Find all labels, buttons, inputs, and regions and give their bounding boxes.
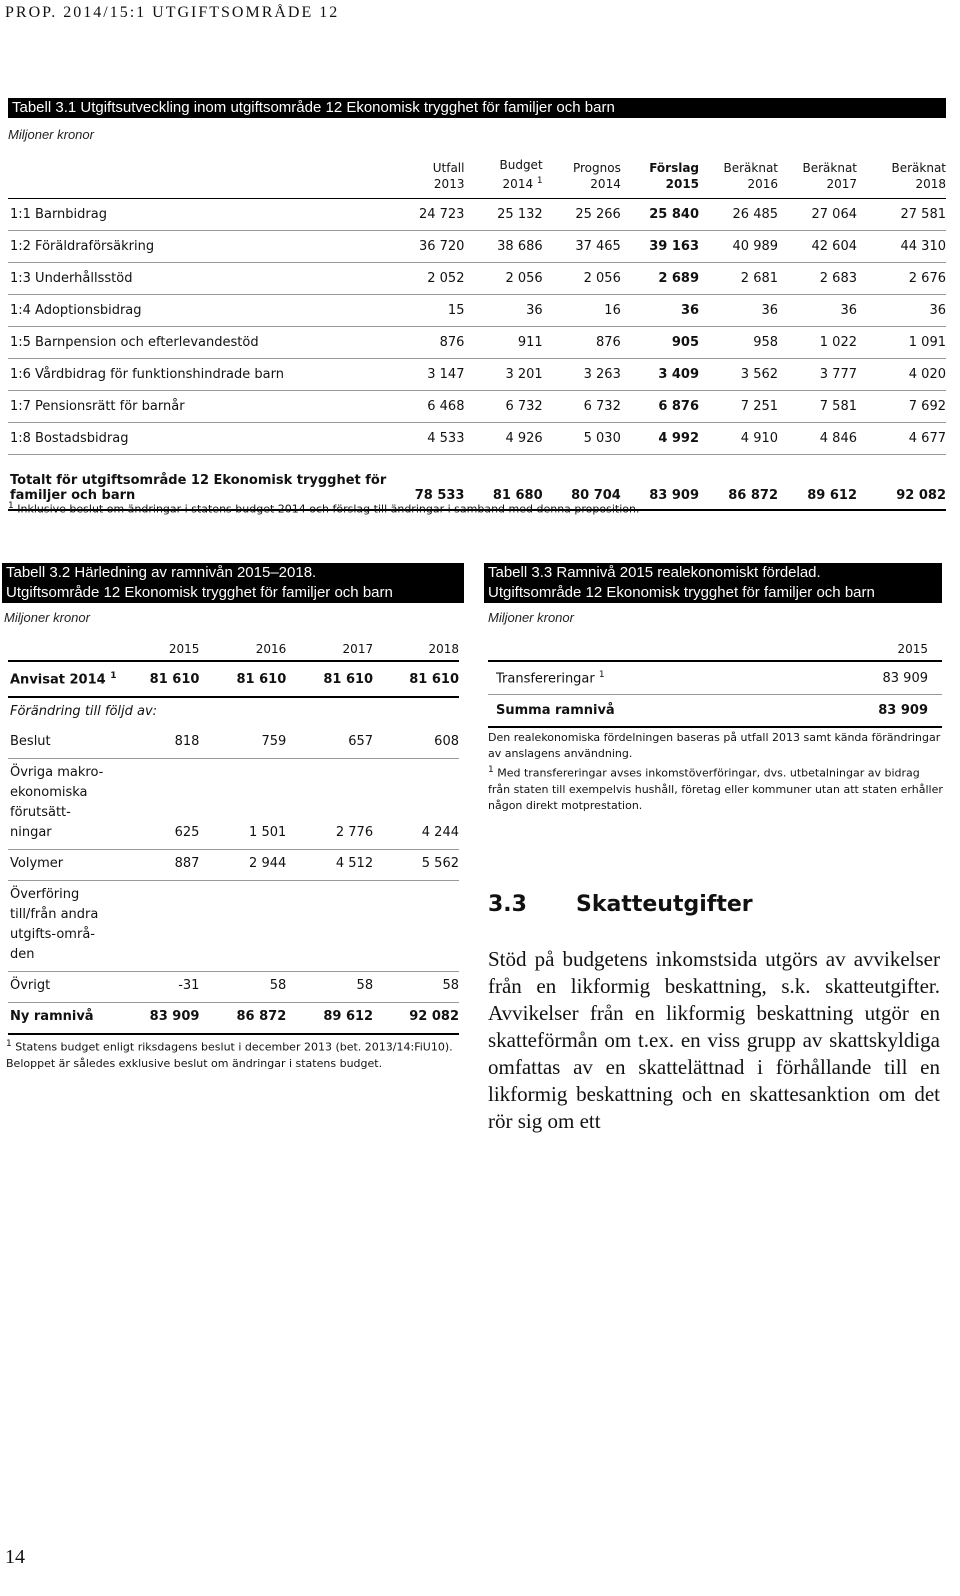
section-number: 3.3: [488, 892, 527, 917]
table-row: Övrigt -31 58 58 58: [8, 972, 459, 1003]
table-row-change-label: Förändring till följd av:: [10, 704, 158, 720]
col-header: Budget 2014 $^1$: [464, 157, 542, 199]
table-cell: 4 926: [464, 423, 542, 455]
table-row-anvisat: Anvisat 2014 $^1$ 81 610 81 610 81 610 81 610: [8, 661, 459, 697]
total-cell: 78 533: [386, 455, 464, 511]
table-row: Överföring till/från andra utgifts-områ- den: [8, 881, 459, 972]
table-3-2-title: Tabell 3.2 Härledning av ramnivån 2015–2018. Utgiftsområde 12 Ekonomisk trygghet för familjer och barn: [2, 563, 464, 603]
table-row: [8, 391, 946, 423]
table-3-3-title: Tabell 3.3 Ramnivå 2015 realekonomiskt fördelad. Utgiftsområde 12 Ekonomisk trygghet för familjer och barn: [484, 563, 942, 603]
table-3-1-unit: Miljoner kronor: [8, 127, 94, 142]
table-row: [8, 359, 946, 391]
table-cell: 3 409: [621, 359, 699, 391]
col-header: Förslag 2015: [621, 157, 699, 199]
table-row-summa: Summa ramnivå 83 909: [488, 695, 942, 728]
table-row: [8, 327, 946, 359]
table-cell: 7 692: [857, 391, 946, 423]
table-cell: 44 310: [857, 231, 946, 263]
table-cell: 3 263: [543, 359, 621, 391]
table-cell: 42 604: [778, 231, 857, 263]
table-3-3-unit: Miljoner kronor: [488, 610, 574, 625]
table-cell: 1 091: [857, 327, 946, 359]
table-row: [8, 199, 946, 231]
year-header: 2015: [116, 638, 199, 661]
table-cell: 36: [464, 295, 542, 327]
table-header-row: [488, 638, 942, 661]
table-cell: 36: [699, 295, 778, 327]
total-cell: 83 909: [621, 455, 699, 511]
table-row: Beslut 818 759 657 608: [8, 728, 459, 759]
row-label: 1:6 Vårdbidrag för funktionshindrade barn: [8, 359, 386, 391]
row-label: 1:5 Barnpension och efterlevandestöd: [8, 327, 386, 359]
table-cell: 4 992: [621, 423, 699, 455]
table-cell: 958: [699, 327, 778, 359]
table-3-2-unit: Miljoner kronor: [4, 610, 90, 625]
year-header: 2018: [373, 638, 459, 661]
table-cell: 6 732: [543, 391, 621, 423]
table-row: [8, 423, 946, 455]
table-cell: 4 910: [699, 423, 778, 455]
table-cell: 4 020: [857, 359, 946, 391]
total-cell: 80 704: [543, 455, 621, 511]
table-cell: 3 562: [699, 359, 778, 391]
table-cell: 4 846: [778, 423, 857, 455]
total-cell: 89 612: [778, 455, 857, 511]
table-3-2-footnote: $^1$ Statens budget enligt riksdagens beslut i december 2013 (bet. 2013/14:FiU10). Beloppet är således exklusive beslut om ändringar i statens budget.: [6, 1039, 453, 1070]
table-cell: 6 468: [386, 391, 464, 423]
year-header: 2017: [286, 638, 373, 661]
table-cell: 2 056: [543, 263, 621, 295]
table-cell: 3 201: [464, 359, 542, 391]
row-label: 1:3 Underhållsstöd: [8, 263, 386, 295]
col-header: Utfall 2013: [386, 157, 464, 199]
table-row: [8, 263, 946, 295]
table-cell: 4 533: [386, 423, 464, 455]
table-cell: 7 581: [778, 391, 857, 423]
table-cell: 6 732: [464, 391, 542, 423]
table-cell: 2 683: [778, 263, 857, 295]
row-label: 1:7 Pensionsrätt för barnår: [8, 391, 386, 423]
table-cell: 27 064: [778, 199, 857, 231]
row-label: 1:1 Barnbidrag: [8, 199, 386, 231]
col-header: Beräknat 2018: [857, 157, 946, 199]
table-cell: 27 581: [857, 199, 946, 231]
table-row: [8, 231, 946, 263]
table-3-3-footnote: Den realekonomiska fördelningen baseras på utfall 2013 samt kända förändringar av anslagens användning. $^1$ Med transfereringar avses inkomstöverföringar, dvs. utbetalningar av bidrag från staten till exempelvis hushåll, företag eller kommuner utan att staten erhåller någon direkt motprestation.: [488, 731, 943, 812]
table-header-row: [8, 638, 459, 661]
table-cell: 25 266: [543, 199, 621, 231]
table-row: Transfereringar $^1$ 83 909: [488, 661, 942, 695]
table-cell: 36: [778, 295, 857, 327]
table-cell: 25 132: [464, 199, 542, 231]
total-cell: 86 872: [699, 455, 778, 511]
row-label: 1:2 Föräldraförsäkring: [8, 231, 386, 263]
col-header: Prognos 2014: [543, 157, 621, 199]
table-3-1-footnote: $^1$ Inklusive beslut om ändringar i statens budget 2014 och förslag till ändringar i samband med denna proposition.: [8, 501, 640, 516]
table-cell: 36: [857, 295, 946, 327]
table-cell: 7 251: [699, 391, 778, 423]
col-header: Beräknat 2016: [699, 157, 778, 199]
table-cell: 2 056: [464, 263, 542, 295]
total-cell: 92 082: [857, 455, 946, 511]
table-cell: 911: [464, 327, 542, 359]
table-cell: 876: [386, 327, 464, 359]
running-header: PROP. 2014/15:1 UTGIFTSOMRÅDE 12: [5, 4, 340, 21]
table-cell: 6 876: [621, 391, 699, 423]
row-label: 1:4 Adoptionsbidrag: [8, 295, 386, 327]
table-3-2: [8, 638, 459, 1035]
table-cell: 16: [543, 295, 621, 327]
table-row-ny-ramniva: Ny ramnivå 83 909 86 872 89 612 92 082: [8, 1003, 459, 1035]
table-cell: 3 147: [386, 359, 464, 391]
table-cell: 36: [621, 295, 699, 327]
table-cell: 40 989: [699, 231, 778, 263]
table-cell: 37 465: [543, 231, 621, 263]
row-label: 1:8 Bostadsbidrag: [8, 423, 386, 455]
table-row: Volymer 887 2 944 4 512 5 562: [8, 850, 459, 881]
table-cell: 39 163: [621, 231, 699, 263]
table-cell: 25 840: [621, 199, 699, 231]
table-cell: 15: [386, 295, 464, 327]
table-cell: 5 030: [543, 423, 621, 455]
page-number: 14: [5, 1546, 25, 1568]
table-cell: 2 052: [386, 263, 464, 295]
table-cell: 876: [543, 327, 621, 359]
col-header: Beräknat 2017: [778, 157, 857, 199]
table-3-3: [488, 638, 942, 728]
table-cell: 3 777: [778, 359, 857, 391]
table-cell: 905: [621, 327, 699, 359]
table-cell: 2 681: [699, 263, 778, 295]
table-header-row: [8, 157, 946, 199]
table-cell: 2 689: [621, 263, 699, 295]
table-cell: 4 677: [857, 423, 946, 455]
table-row: Övriga makro- ekonomiska förutsätt- ningar 625 1 501 2 776 4 244: [8, 759, 459, 850]
table-cell: 24 723: [386, 199, 464, 231]
table-cell: 26 485: [699, 199, 778, 231]
year-header: 2016: [199, 638, 286, 661]
body-text: Stöd på budgetens inkomstsida utgörs av avvikelser från en likformig beskattning, s.k. skatteutgifter. Avvikelser från en likformig beskattning utgör en skatteförmån om t.ex. en viss grupp av skattskyldiga omfattas av en skattelättnad i förhållande till en likformig beskattning och en skattesanktion om det rör sig om ett: [488, 947, 940, 1133]
table-row: [8, 295, 946, 327]
table-cell: 38 686: [464, 231, 542, 263]
table-cell: 36 720: [386, 231, 464, 263]
table-3-1-title: Tabell 3.1 Utgiftsutveckling inom utgiftsområde 12 Ekonomisk trygghet för familjer och barn: [8, 98, 946, 118]
table-3-1: [8, 157, 946, 511]
total-label: Totalt för utgiftsområde 12 Ekonomisk trygghet för familjer och barn: [8, 455, 386, 511]
year-header: 2015: [828, 638, 942, 661]
total-cell: 81 680: [464, 455, 542, 511]
table-cell: 2 676: [857, 263, 946, 295]
table-cell: 1 022: [778, 327, 857, 359]
section-title: Skatteutgifter: [576, 892, 753, 917]
